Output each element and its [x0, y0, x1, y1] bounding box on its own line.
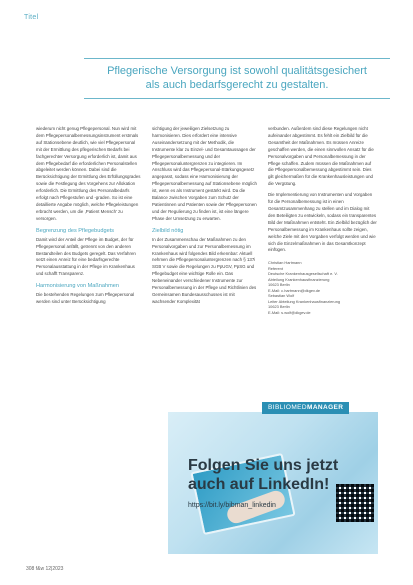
headline-line-2: als auch bedarfsgerecht zu gestalten.	[145, 79, 329, 91]
text-column-3	[268, 126, 378, 315]
headline-line-1: Pflegerische Versorgung ist sowohl qualitätsgesichert	[107, 65, 367, 77]
paragraph: Die Implementierung von Instrumenten und Vorgaben für die Personalbemessung ist in einen Gesamtzusammenhang zu stellen und im Dialog mit den Beteiligten zu entwickeln, sodass ein transparentes Bild der Maßnahmen entsteht. Ein Zielbild bezüglich der Personalbemessung im Krankenhaus sollte zeigen, welche Ziele mit den Vorgaben verfolgt werden und wie sich die Einzelmaßnahmen in das Gesamtkonzept einfügen.	[268, 192, 377, 253]
contact-line: Abteilung Krankenhausfinanzierung	[268, 276, 330, 282]
article-headline	[84, 64, 390, 92]
contact-line[interactable]: E-Mail: s.wolf@dkgev.de	[268, 309, 311, 315]
page-footer: 308 f&w 12|2023	[26, 566, 64, 572]
paragraph: verbunden. Außerdem sind diese Regelungen nicht aufeinander abgestimmt. Es fehlt ein Zielbild für die Gesamtheit der Maßnahmen. Es müssen Anreize geschaffen werden, die einen sinnvollen Ansatz für die Personalvorgaben und Personalbemessung in der Pflege schaffen. Zudem müssen die Maßnahmen auf die Pflegepersonalbemessung abgestimmt sein. Dies gilt gleichermaßen für die Krankenhausleistungen und die Vergütung.	[268, 126, 374, 187]
ad-headline-line-2: auch auf LinkedIn!	[188, 476, 330, 493]
paragraph: Damit wird der Anteil der Pflege im Budget, der für Pflegepersonal anfällt, getrennt von den anderen Bestandteilen des Budgets geregelt. Das Verfahren setzt einen Anreiz für eine bedarfsgerechte Personalausstattung in der Pflege im Krankenhaus und schafft Transparenz.	[36, 236, 136, 277]
paragraph: sichtigung der jeweiligen Zielsetzung zu harmonisieren. Dies erfordert eine intensive Auseinandersetzung mit der Methodik, die Instrumente klar zu Einzel- und Gesamtaussagen der Pflegepersonalbemessung und der Pflegepersonaluntergrenzen zu integrieren. Im Anschluss wird das Pflegepersonal-Stärkungsgesetz angepasst, sodass eine Harmonisierung der Pflegepersonalbemessung auf Stationsebene möglich ist, wenn es als Instrument gestärkt wird. Da die Balance zwischen Vorgaben zum Schutz der Patientinnen und Patienten sowie der Pflegepersonen und der Regulierung zu finden ist, ist eine längere Phase der Umsetzung zu erwarten.	[152, 126, 257, 221]
contact-line: Christian Hartmann	[268, 260, 302, 266]
headline-rule-top	[84, 58, 390, 59]
contact-line: Leiter Abteilung Krankenhausfinanzierung	[268, 298, 341, 304]
bibliomed-manager-logo: BIBLIOMEDMANAGER	[262, 402, 349, 414]
paragraph: Die bestehenden Regelungen zum Pflegepersonal werden sind unter Berücksichtigung	[36, 292, 135, 305]
contact-line: Referent	[268, 265, 283, 271]
section-label: Titel	[24, 14, 39, 21]
contact-line: 10623 Berlin	[268, 304, 290, 310]
author-contacts	[268, 260, 378, 315]
subheading: Begrenzung des Pflegebudgets	[36, 227, 115, 234]
contact-line: Sebastian Wolf	[268, 293, 295, 299]
paragraph: wiederum nicht genug Pflegepersonal. Nun wird mit dem Pflegepersonalbemessungsinstrument erstmals auf Stationsebene deutlich, wie viel Pflegepersonal mit der Ermittlung des pflegerischen Bedarfs bei fachgerechter Versorgung erforderlich ist, damit aus dem Pflegebedarf die erforderlichen Personalstellen abgeleitet werden können. Dabei sind die Berücksichtigung der Ermittlung des Erfüllungsgrades sowie die Festlegung des Vorgehens zur Allokation erforderlich. Die Ermittlung des Personalbedarfs erfolgt nach Pflegestufen und -graden. So ist eine detaillierte Angabe möglich, welche Pflegeleistungen erbracht werden, um die ,Patient Mensch' zu versorgen.	[36, 126, 141, 221]
contact-line: Deutsche Krankenhausgesellschaft e. V.	[268, 271, 338, 277]
paragraph: In der Zusammenschau der Maßnahmen zu den Personalvorgaben und zur Personalbemessung im Krankenhaus wird folgendes Bild erkennbar: Aktuell nehmen die Pflegepersonaluntergrenzen nach § 137i SGB V sowie die Regelungen zu PpUGV, PpSG und Pflegebudget eine wichtige Rolle ein. Das Nebeneinander verschiedener Instrumente zur Personalbemessung in der Pflege und Richtlinien des Gemeinsamen Bundesausschusses ist mit wachsender Komplexität	[152, 236, 257, 304]
linkedin-link[interactable]: https://bit.ly/bibman_linkedin	[188, 502, 276, 509]
text-column-2	[152, 126, 258, 310]
headline-rule-bottom	[84, 98, 390, 99]
ad-headline	[188, 456, 338, 494]
contact-line[interactable]: E-Mail: c.hartmann@dkgev.de	[268, 287, 321, 293]
subheading: Harmonisierung von Maßnahmen	[36, 283, 120, 290]
qr-code-icon[interactable]	[336, 484, 374, 522]
linkedin-advertisement[interactable]	[168, 402, 382, 552]
subheading: Zielbild nötig	[152, 227, 184, 234]
ad-headline-line-1: Folgen Sie uns jetzt	[188, 457, 339, 474]
contact-line: 10623 Berlin	[268, 282, 290, 288]
text-column-1	[36, 126, 142, 310]
